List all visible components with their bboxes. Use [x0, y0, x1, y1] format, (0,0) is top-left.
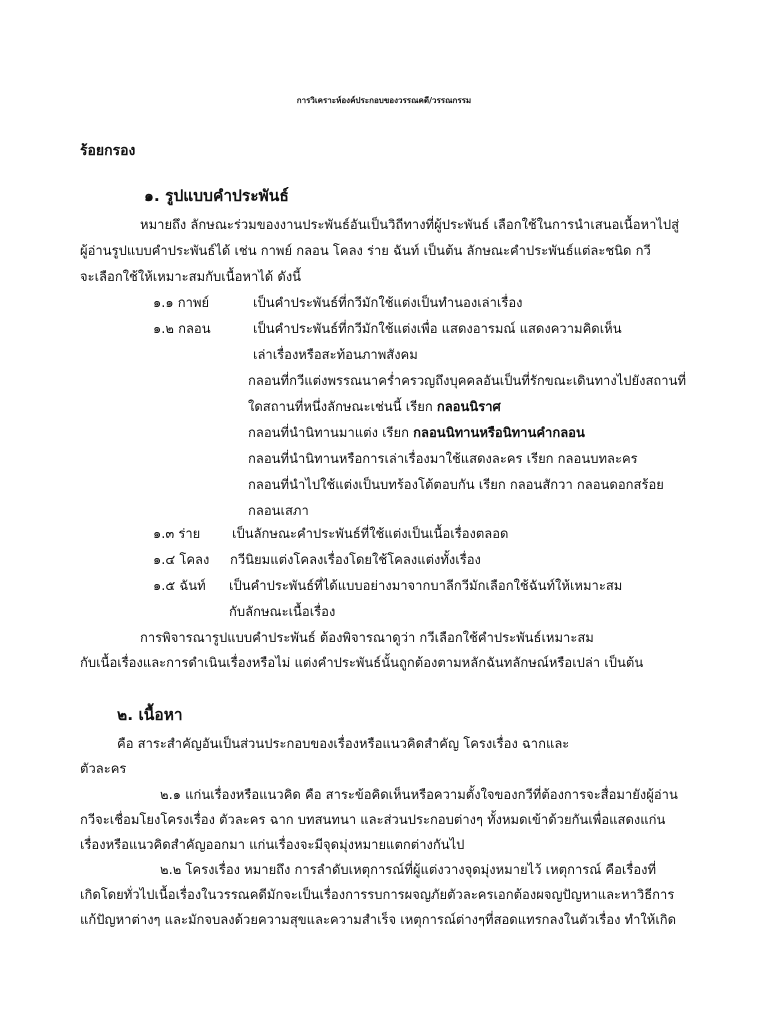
item-1-5-number: ๑.๕ ฉันท์ [153, 579, 206, 594]
s2-intro-line-2: ตัวละคร [80, 762, 127, 777]
item-1-2-text: เป็นคำประพันธ์ที่กวีมักใช้แต่งเพื่อ แสดงอารมณ์ แสดงความคิดเห็น [253, 322, 622, 337]
section-label: ร้อยกรอง [80, 143, 136, 159]
botlakhon-desc-line: กลอนที่นำนิทานหรือการเล่าเรื่องมาใช้แสดงละคร เรียก กลอนบทละคร [248, 452, 638, 467]
nirat-term: กลอนนิราศ [436, 400, 501, 415]
nithan-desc-text: กลอนที่นำนิทานมาแต่ง เรียก [248, 426, 410, 441]
item-1-5-cont: กับลักษณะเนื้อเรื่อง [229, 605, 336, 620]
s2-intro-line-1: คือ สาระสำคัญอันเป็นส่วนประกอบของเรื่องหรือแนวคิดสำคัญ โครงเรื่อง ฉากและ [117, 737, 570, 752]
s2-2-line-3: แก้ปัญหาต่างๆ และมักจบลงด้วยความสุขและความสำเร็จ เหตุการณ์ต่างๆที่สอดแทรกลงในตัวเรื่อง ทำให้เกิด [80, 913, 677, 928]
section-2-heading: ๒. เนื้อหา [117, 706, 183, 724]
item-1-2-cont: เล่าเรื่องหรือสะท้อนภาพสังคม [253, 348, 418, 363]
s2-2-line-2: เกิดโดยทั่วไปเนื้อเรื่องในวรรณคดีมักจะเป็นเรื่องการรบการผจญภัยตัวละครเอกต้องผจญปัญหาและหาวิธีการ [80, 888, 675, 903]
item-1-5-text: เป็นคำประพันธ์ที่ได้แบบอย่างมาจากบาลีกวีมักเลือกใช้ฉันท์ให้เหมาะสม [229, 579, 623, 594]
nirat-desc-line-1: กลอนที่กวีแต่งพรรณนาคร่ำครวญถึงบุคคลอันเป็นที่รักขณะเดินทางไปยังสถานที่ [248, 374, 687, 389]
s1-summary-line-1: การพิจารณารูปแบบคำประพันธ์ ต้องพิจารณาดูว่า กวีเลือกใช้คำประพันธ์เหมาะสม [140, 631, 594, 646]
item-1-1-text: เป็นคำประพันธ์ที่กวีมักใช้แต่งเป็นทำนองเล่าเรื่อง [253, 296, 523, 311]
s1-summary-line-2: กับเนื้อเรื่องและการดำเนินเรื่องหรือไม่ แต่งคำประพันธ์นั้นถูกต้องตามหลักฉันทลักษณ์หรือเปล่า เป็นต้น [80, 656, 644, 671]
s1-intro-line-1: หมายถึง ลักษณะร่วมของงานประพันธ์อันเป็นวิถีทางที่ผู้ประพันธ์ เลือกใช้ในการนำเสนอเนื้อหาไปสู่ [140, 218, 680, 233]
nithan-desc-line [248, 425, 585, 443]
item-1-3-text: เป็นลักษณะคำประพันธ์ที่ใช้แต่งเป็นเนื้อเรื่องตลอด [232, 527, 509, 542]
nirat-desc-text: ใดสถานที่หนึ่งลักษณะเช่นนี้ เรียก [248, 400, 433, 415]
sakawa-desc-line-2: กลอนเสภา [248, 504, 309, 519]
s2-2-line-1: ๒.๒ โครงเรื่อง หมายถึง การลำดับเหตุการณ์ที่ผู้แต่งวางจุดมุ่งหมายไว้ เหตุการณ์ คือเรื่องที่ [160, 863, 657, 878]
nithan-term: กลอนนิทานหรือนิทานคำกลอน [413, 426, 585, 441]
item-1-4-number: ๑.๔ โคลง [153, 553, 210, 568]
document-title: การวิเคราะห์องค์ประกอบของวรรณคดี/วรรณกรรม [296, 96, 472, 105]
section-1-heading: ๑. รูปแบบคำประพันธ์ [144, 187, 289, 205]
item-1-1-number: ๑.๑ กาพย์ [153, 296, 210, 311]
item-1-3-number: ๑.๓ ร่าย [153, 527, 201, 542]
s2-1-line-3: เรื่องหรือแนวคิดสำคัญออกมา แก่นเรื่องจะมีจุดมุ่งหมายแตกต่างกันไป [80, 838, 465, 853]
item-1-2-number: ๑.๒ กลอน [153, 322, 211, 337]
s2-1-line-1: ๒.๑ แก่นเรื่องหรือแนวคิด คือ สาระข้อคิดเห็นหรือความตั้งใจของกวีที่ต้องการจะสื่อมายังผู้อ่าน [160, 788, 678, 803]
sakawa-desc-line-1: กลอนที่นำไปใช้แต่งเป็นบทร้องโต้ตอบกัน เรียก กลอนสักวา กลอนดอกสร้อย [248, 478, 664, 493]
nirat-desc-line-2 [248, 399, 501, 417]
s2-1-line-2: กวีจะเชื่อมโยงโครงเรื่อง ตัวละคร ฉาก บทสนทนา และส่วนประกอบต่างๆ ทั้งหมดเข้าด้วยกันเพื่อแสดงแก่น [80, 813, 666, 828]
item-1-4-text: กวีนิยมแต่งโคลงเรื่องโดยใช้โคลงแต่งทั้งเรื่อง [230, 553, 481, 568]
s1-intro-line-3: จะเลือกใช้ให้เหมาะสมกับเนื้อหาได้ ดังนี้ [80, 270, 302, 285]
s1-intro-line-2: ผู้อ่านรูปแบบคำประพันธ์ได้ เช่น กาพย์ กลอน โคลง ร่าย ฉันท์ เป็นต้น ลักษณะคำประพันธ์แต่ละชนิด กวี [80, 244, 651, 259]
